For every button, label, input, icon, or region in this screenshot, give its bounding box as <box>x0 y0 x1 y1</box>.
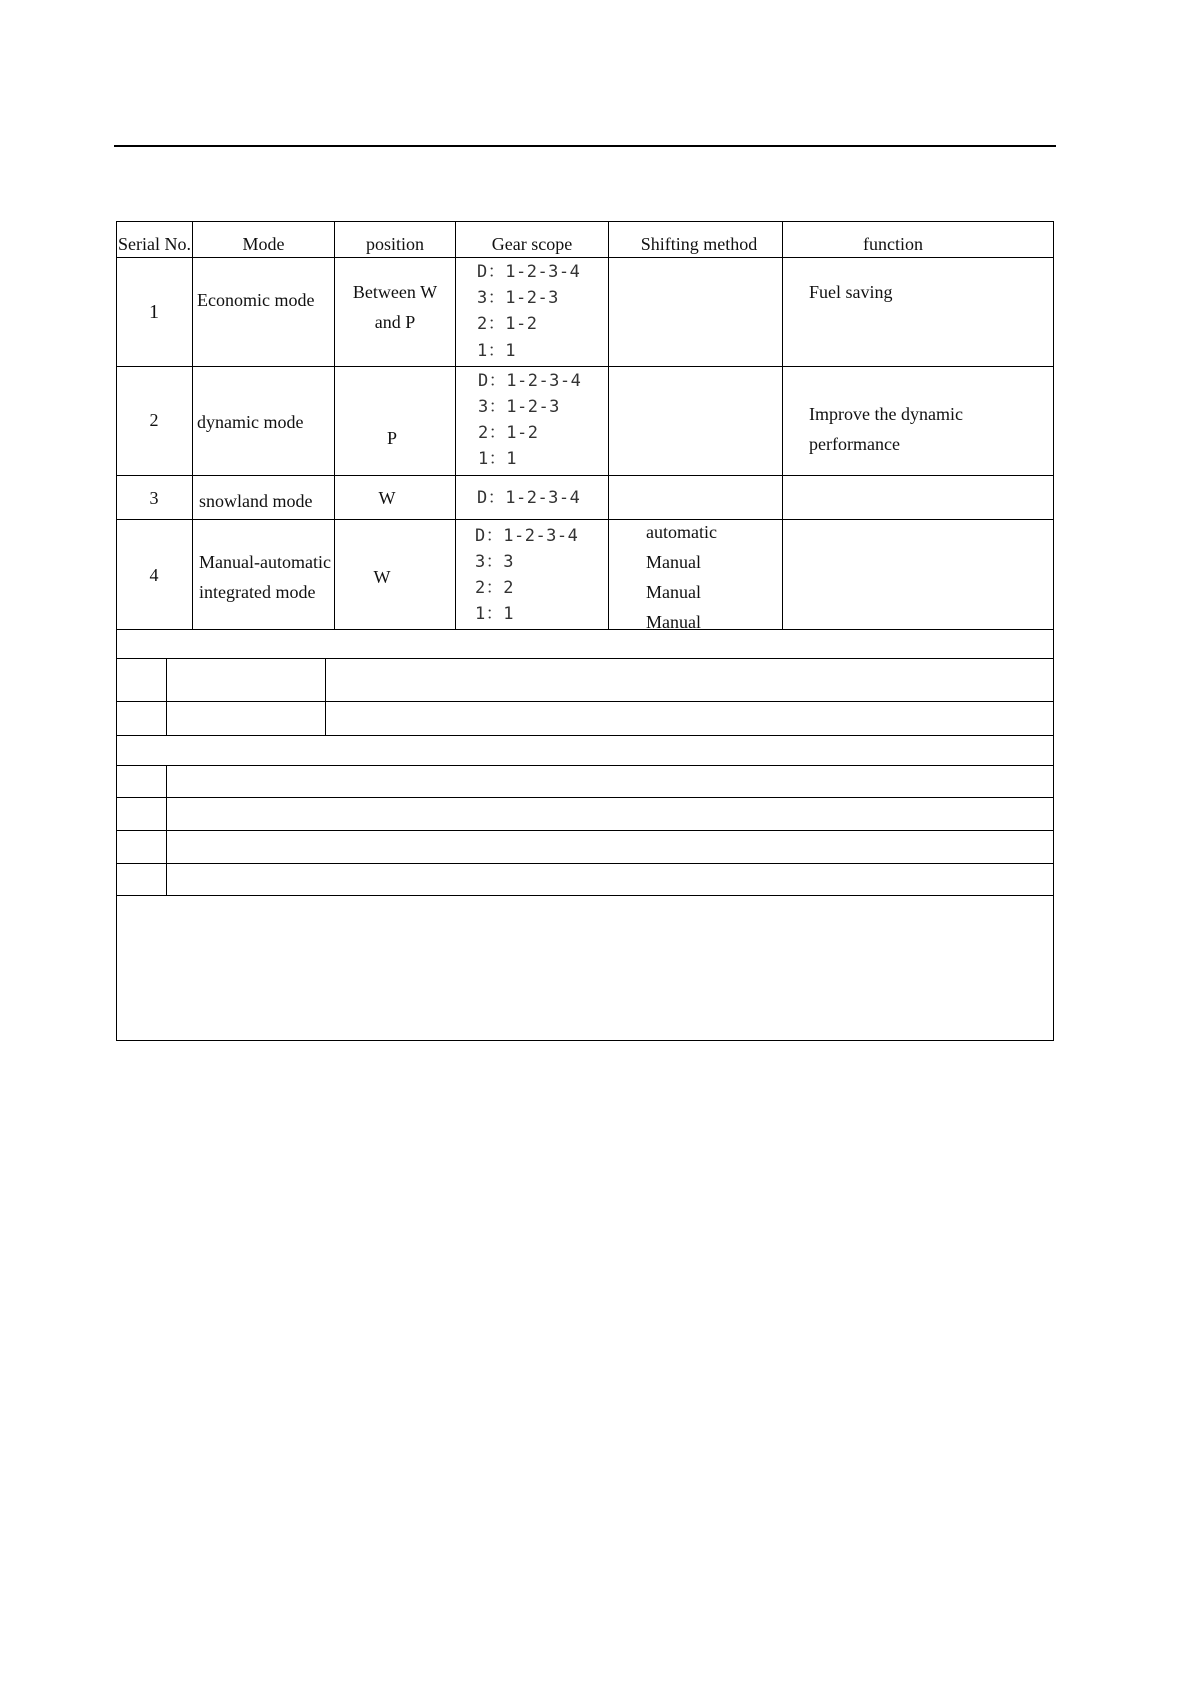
row1-gear-d: D：1-2-3-4 <box>477 262 581 282</box>
row-divider <box>116 735 1054 736</box>
header-gear-scope: Gear scope <box>491 234 573 254</box>
table-border-bottom <box>116 1040 1054 1041</box>
table-border-top <box>116 221 1054 222</box>
row2-gear-2: 2：1-2 <box>478 423 539 443</box>
row4-gear-1: 1：1 <box>475 604 514 624</box>
column-divider <box>455 221 456 629</box>
row1-serial: 1 <box>149 301 159 323</box>
row4-mode-line2: integrated mode <box>199 582 316 602</box>
column-divider <box>166 765 167 895</box>
row3-mode: snowland mode <box>199 491 313 511</box>
row-divider <box>116 658 1054 659</box>
row3-gear-d: D：1-2-3-4 <box>477 488 581 508</box>
row4-shifting-1: automatic <box>646 522 717 542</box>
column-divider <box>325 658 326 735</box>
header-mode: Mode <box>242 234 285 254</box>
row2-function-line2: performance <box>809 434 900 454</box>
row-divider <box>116 701 1054 702</box>
row2-function-line1: Improve the dynamic <box>809 404 963 424</box>
row4-mode-line1: Manual-automatic <box>199 552 331 572</box>
row1-gear-3: 3：1-2-3 <box>477 288 559 308</box>
row4-shifting-4: Manual <box>646 612 701 632</box>
row1-gear-2: 2：1-2 <box>477 314 538 334</box>
row1-gear-1: 1：1 <box>477 341 516 361</box>
row-divider <box>116 830 1054 831</box>
row4-gear-3: 3：3 <box>475 552 514 572</box>
row2-gear-d: D：1-2-3-4 <box>478 371 582 391</box>
row-divider <box>116 519 1054 520</box>
column-divider <box>782 221 783 629</box>
row4-serial: 4 <box>149 565 159 585</box>
row2-gear-3: 3：1-2-3 <box>478 397 560 417</box>
row4-shifting-3: Manual <box>646 582 701 602</box>
row2-gear-1: 1：1 <box>478 449 517 469</box>
row-divider <box>116 366 1054 367</box>
row2-serial: 2 <box>149 410 159 430</box>
header-position: position <box>365 234 424 254</box>
row1-position-line2: and P <box>374 312 416 332</box>
table-border-left <box>116 221 117 1041</box>
row-divider <box>116 797 1054 798</box>
row-divider <box>116 765 1054 766</box>
column-divider <box>192 221 193 629</box>
header-shifting-method: Shifting method <box>640 234 758 254</box>
row-divider <box>116 475 1054 476</box>
header-function: function <box>863 234 923 254</box>
row-divider <box>116 629 1054 630</box>
row4-position: W <box>373 567 391 587</box>
table-border-right <box>1053 221 1054 1041</box>
header-serial-no: Serial No. <box>118 234 191 254</box>
column-divider <box>166 658 167 735</box>
row1-mode: Economic mode <box>197 290 315 310</box>
row2-mode: dynamic mode <box>197 412 304 432</box>
gear-mode-table <box>116 221 1054 1041</box>
column-divider <box>608 221 609 629</box>
row3-position: W <box>378 488 396 508</box>
header-rule <box>114 145 1056 147</box>
row-divider <box>116 863 1054 864</box>
row3-serial: 3 <box>149 488 159 508</box>
row1-function: Fuel saving <box>809 282 893 302</box>
row4-shifting-2: Manual <box>646 552 701 572</box>
row1-position-line1: Between W <box>352 282 438 302</box>
row4-gear-d: D：1-2-3-4 <box>475 526 579 546</box>
row-divider <box>116 895 1054 896</box>
row2-position: P <box>386 428 397 448</box>
row4-gear-2: 2：2 <box>475 578 514 598</box>
